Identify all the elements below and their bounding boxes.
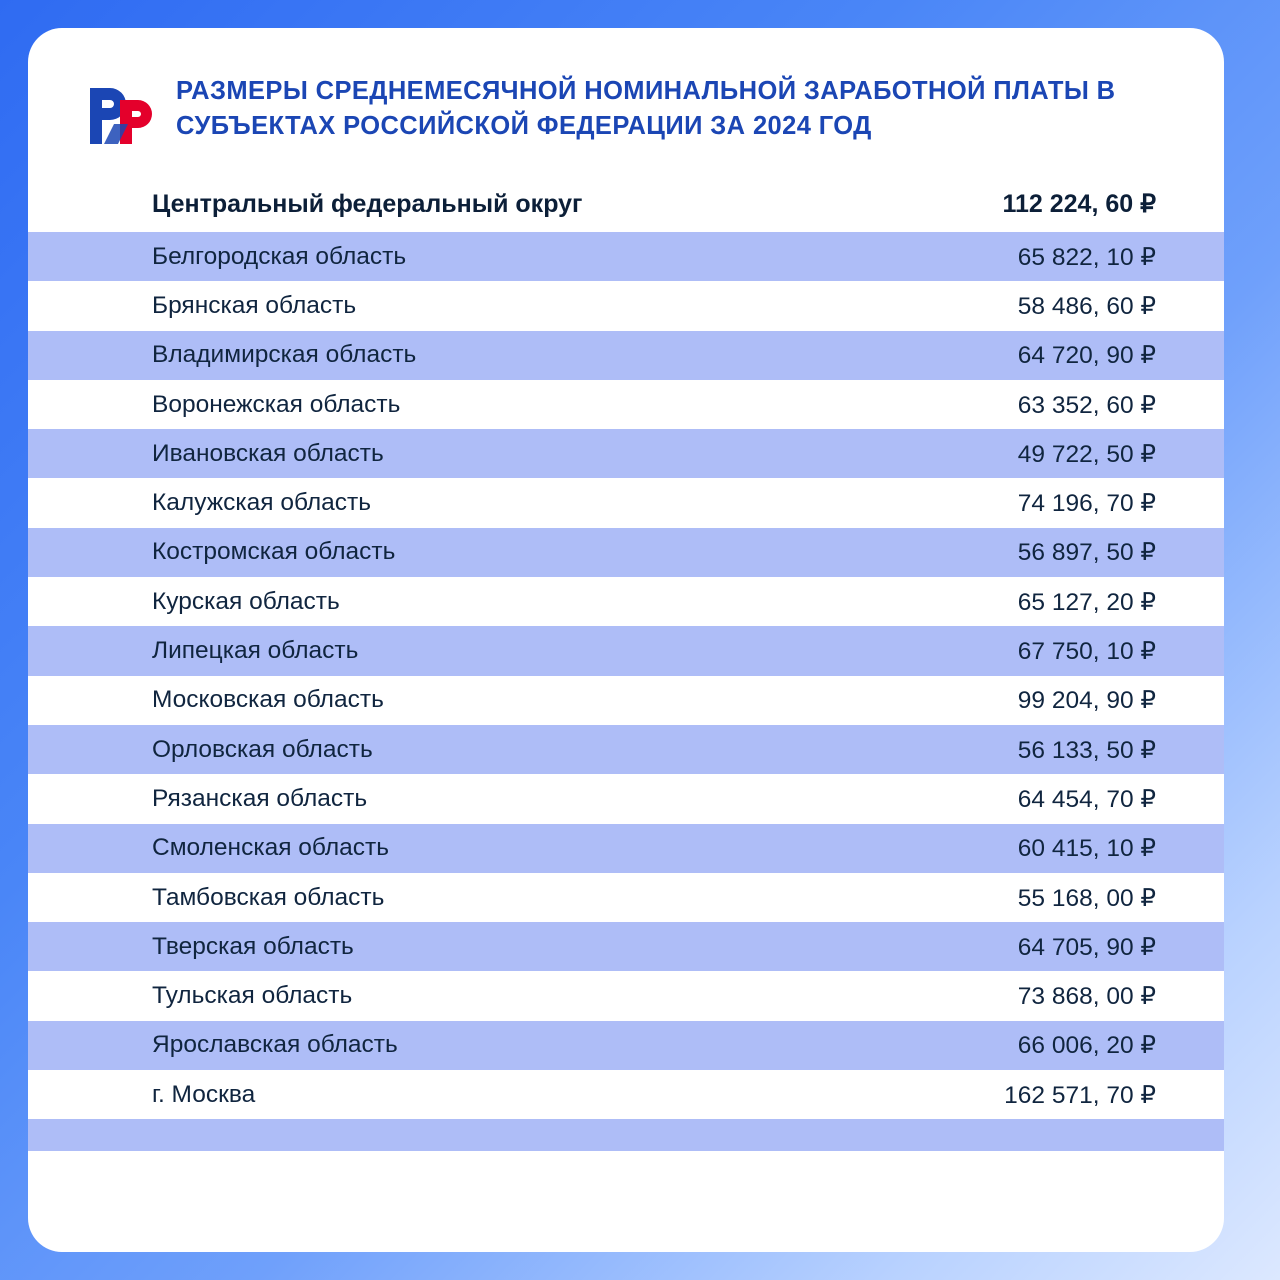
page-title: РАЗМЕРЫ СРЕДНЕМЕСЯЧНОЙ НОМИНАЛЬНОЙ ЗАРАБОТНОЙ ПЛАТЫ В СУБЪЕКТАХ РОССИЙСКОЙ ФЕДЕРАЦИИ ЗА 2024 ГОД	[176, 77, 1116, 141]
table-row	[28, 922, 1224, 971]
region-value: 74 196, 70 ₽	[1017, 490, 1156, 518]
region-value: 65 127, 20 ₽	[1017, 588, 1156, 616]
region-label: Брянская область	[152, 291, 357, 319]
region-label: Тульская область	[152, 982, 353, 1010]
region-value: 63 352, 60 ₽	[1017, 391, 1156, 419]
region-value: 58 486, 60 ₽	[1017, 292, 1156, 320]
table-row	[28, 1070, 1224, 1119]
region-label: Калужская область	[152, 489, 372, 517]
region-label: Белгородская область	[152, 242, 407, 270]
table-row	[28, 281, 1224, 330]
region-label: Костромская область	[152, 538, 396, 566]
table-row-district	[28, 176, 1224, 232]
table-row	[28, 528, 1224, 577]
table-row	[28, 676, 1224, 725]
info-card	[28, 28, 1224, 1252]
table-row	[28, 971, 1224, 1020]
table-row	[28, 331, 1224, 380]
table-row	[28, 873, 1224, 922]
region-label: Владимирская область	[152, 341, 417, 369]
table-row	[28, 478, 1224, 527]
header	[28, 28, 1224, 152]
district-value: 112 224, 60 ₽	[1002, 190, 1156, 218]
region-value: 56 133, 50 ₽	[1017, 736, 1156, 764]
region-value: 73 868, 00 ₽	[1017, 983, 1156, 1011]
table-row	[28, 232, 1224, 281]
table-row	[28, 577, 1224, 626]
region-value: 67 750, 10 ₽	[1017, 638, 1156, 666]
table-row	[28, 824, 1224, 873]
region-value: 66 006, 20 ₽	[1017, 1032, 1156, 1060]
region-label: Курская область	[152, 587, 340, 615]
region-value: 49 722, 50 ₽	[1017, 440, 1156, 468]
table-row	[28, 1021, 1224, 1070]
region-label: Липецкая область	[152, 637, 359, 665]
table-row	[28, 774, 1224, 823]
region-value: 55 168, 00 ₽	[1017, 884, 1156, 912]
region-value: 60 415, 10 ₽	[1017, 835, 1156, 863]
region-value: 64 720, 90 ₽	[1017, 342, 1156, 370]
region-label: Воронежская область	[152, 390, 401, 418]
table-row	[28, 380, 1224, 429]
region-label: г. Москва	[152, 1080, 256, 1108]
region-value: 65 822, 10 ₽	[1017, 243, 1156, 271]
region-value: 99 204, 90 ₽	[1017, 687, 1156, 715]
region-label: Смоленская область	[152, 834, 389, 862]
region-value: 56 897, 50 ₽	[1017, 539, 1156, 567]
table-row	[28, 429, 1224, 478]
salary-table	[28, 176, 1224, 1151]
region-label: Ивановская область	[152, 439, 384, 467]
table-row-filler	[28, 1119, 1224, 1151]
region-value: 162 571, 70 ₽	[1004, 1081, 1156, 1109]
region-label: Тверская область	[152, 932, 354, 960]
region-label: Тамбовская область	[152, 883, 385, 911]
table-row	[28, 725, 1224, 774]
region-label: Ярославская область	[152, 1031, 398, 1059]
sfr-logo-icon	[80, 78, 152, 152]
region-label: Рязанская область	[152, 784, 368, 812]
region-label: Орловская область	[152, 735, 373, 763]
region-label: Московская область	[152, 686, 384, 714]
region-value: 64 705, 90 ₽	[1017, 933, 1156, 961]
district-label: Центральный федеральный округ	[152, 189, 583, 218]
region-value: 64 454, 70 ₽	[1017, 785, 1156, 813]
table-row	[28, 626, 1224, 675]
